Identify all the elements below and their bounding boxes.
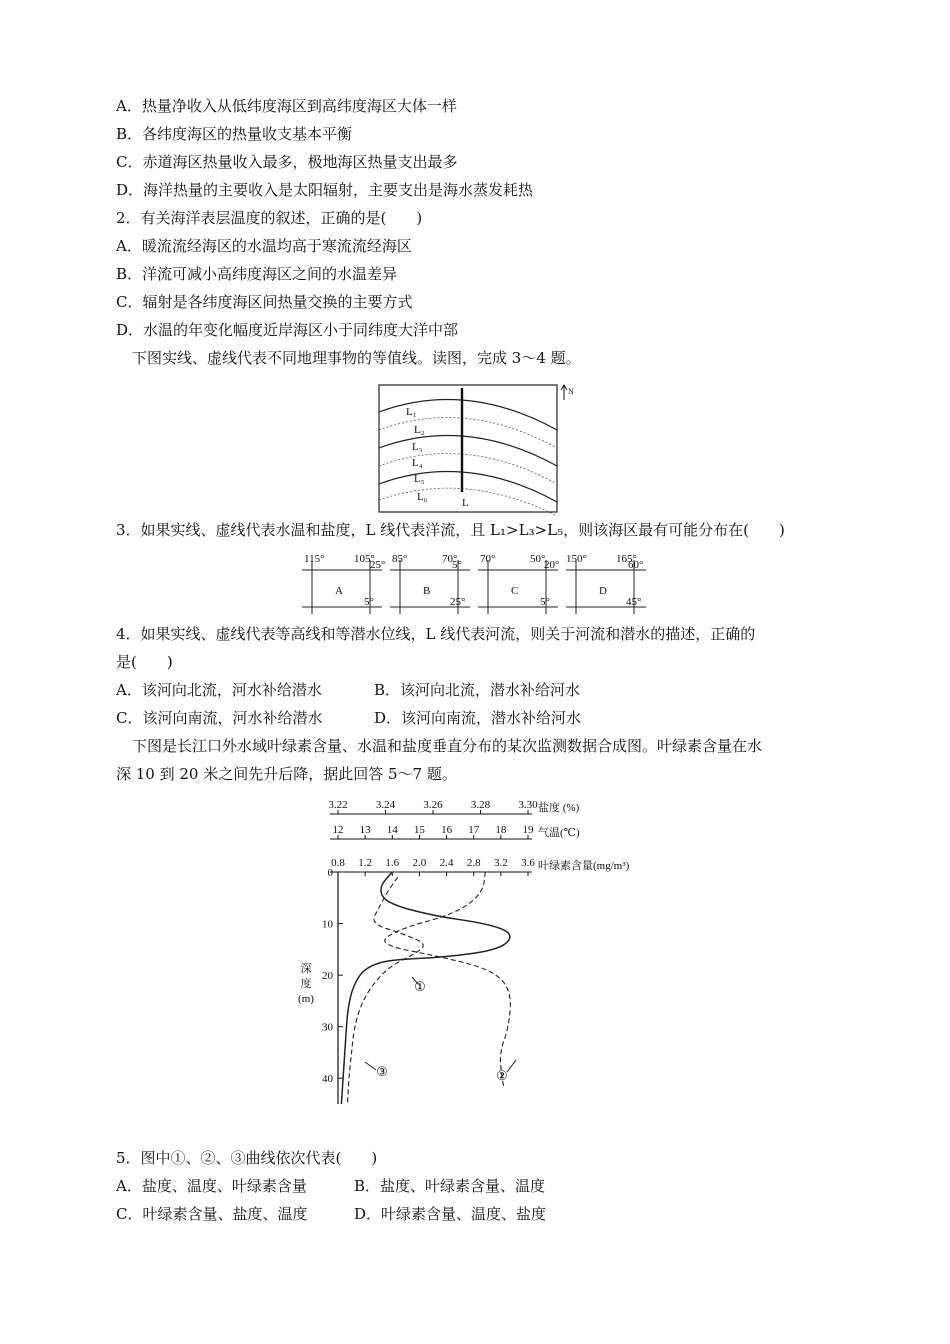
chlorophyll-tick-label: 2.0	[412, 857, 427, 869]
depth-axis-label: 度	[300, 978, 312, 990]
temperature-tick-label: 19	[522, 824, 534, 836]
box-d-top-lat: 60°	[628, 559, 644, 571]
q1-option-c: C．赤道海区热量收入最多，极地海区热量支出最多	[116, 153, 458, 171]
box-c-bottom-lat: 5°	[540, 596, 550, 608]
box-b-bottom-lat: 25°	[450, 596, 466, 608]
label-l6: L₆	[417, 491, 428, 503]
box-a-left-lon: 115°	[304, 553, 325, 565]
temperature-tick-label: 13	[359, 824, 371, 836]
callout-leader-3	[365, 1062, 376, 1070]
temperature-tick-label: 15	[413, 824, 425, 836]
q2-option-b: B．洋流可减小高纬度海区之间的水温差异	[116, 265, 398, 283]
box-c-left-lon: 70°	[480, 553, 496, 565]
box-c	[478, 553, 559, 614]
intro-5-7-cont: 深 10 到 20 米之间先升后降，据此回答 5～7 题。	[116, 765, 457, 783]
q5-option-d: D．叶绿素含量、温度、盐度	[354, 1205, 547, 1223]
box-c-top-lat: 20°	[544, 559, 560, 571]
temperature-tick-label: 17	[468, 824, 480, 836]
box-a-bottom-lat: 5°	[364, 596, 374, 608]
q4-stem: 4．如果实线、虚线代表等高线和等潜水位线，L 线代表河流，则关于河流和潜水的描述，正确的	[116, 625, 756, 643]
label-l5: L₅	[414, 473, 425, 485]
q3-stem: 3．如果实线、虚线代表水温和盐度，L 线代表洋流，且 L₁>L₃>L₅，则该海区最有可能分布在( )	[116, 521, 785, 539]
q4-option-d: D．该河向南流，潜水补给河水	[374, 709, 582, 727]
depth-tick-label: 0	[327, 867, 333, 879]
chlorophyll-axis-label: 叶绿素含量(mg/m³)	[538, 860, 630, 872]
depth-tick-label: 30	[322, 1021, 333, 1034]
q5-option-c: C．叶绿素含量、盐度、温度	[116, 1205, 308, 1223]
temperature-tick-label: 14	[386, 824, 398, 836]
salinity-tick-label: 3.26	[423, 799, 443, 811]
callout-leader-2	[507, 1060, 516, 1072]
salinity-tick-label: 3.22	[328, 799, 348, 811]
box-d-label: D	[599, 585, 607, 597]
intro-5-7: 下图是长江口外水域叶绿素含量、水温和盐度垂直分布的某次监测数据合成图。叶绿素含量在水	[132, 737, 763, 755]
callout-label-2: ②	[496, 1068, 508, 1083]
q4-stem-cont: 是( )	[116, 653, 173, 671]
chlorophyll-tick-label: 2.4	[439, 857, 454, 869]
vertical-profile-chart	[292, 794, 672, 1114]
latlon-options-figure	[302, 552, 650, 616]
box-d	[566, 553, 646, 614]
q2-stem: 2．有关海洋表层温度的叙述，正确的是( )	[116, 209, 423, 227]
salinity-tick-label: 3.30	[518, 799, 538, 811]
q1-option-a: A．热量净收入从低纬度海区到高纬度海区大体一样	[116, 97, 457, 115]
label-l4: L₄	[412, 457, 423, 469]
isoline-solid-2	[379, 436, 557, 466]
isoline-dashed-1	[379, 418, 557, 448]
q4-option-a: A．该河向北流，河水补给潜水	[116, 681, 322, 699]
box-c-right-lon: 50°	[530, 553, 546, 565]
q2-option-d: D．水温的年变化幅度近岸海区小于同纬度大洋中部	[116, 321, 459, 339]
river-label: L	[462, 497, 469, 509]
salinity-axis-label: 盐度 (%)	[538, 802, 580, 814]
depth-tick-label: 40	[322, 1073, 333, 1086]
box-d-bottom-lat: 45°	[626, 596, 642, 608]
label-l3: L₃	[412, 441, 423, 453]
q5-stem: 5．图中①、②、③曲线依次代表( )	[116, 1149, 378, 1167]
isoline-dashed-2	[379, 454, 557, 484]
depth-axis-label: (m)	[298, 993, 314, 1005]
depth-tick-label: 20	[322, 970, 333, 983]
temperature-tick-label: 18	[495, 824, 507, 836]
north-arrow-icon	[561, 385, 567, 400]
box-b-left-lon: 85°	[392, 553, 408, 565]
box-d-left-lon: 150°	[566, 553, 587, 565]
box-b-top-lat: 5°	[452, 559, 462, 571]
box-a	[302, 553, 385, 614]
chlorophyll-tick-label: 3.2	[493, 857, 508, 869]
box-c-label: C	[511, 585, 519, 597]
callout-label-1: ①	[414, 979, 426, 994]
box-d-right-lon: 165°	[616, 553, 637, 565]
box-b-label: B	[423, 585, 431, 597]
q1-option-d: D．海洋热量的主要收入是太阳辐射，主要支出是海水蒸发耗热	[116, 181, 534, 199]
q2-option-c: C．辐射是各纬度海区间热量交换的主要方式	[116, 293, 413, 311]
q1-option-b: B．各纬度海区的热量收支基本平衡	[116, 125, 353, 143]
series-line-2	[385, 872, 511, 1089]
intro-3-4: 下图实线、虚线代表不同地理事物的等值线。读图，完成 3～4 题。	[132, 349, 581, 367]
q2-option-a: A．暖流流经海区的水温均高于寒流流经海区	[116, 237, 412, 255]
north-label: N	[568, 387, 574, 396]
depth-axis-label: 深	[300, 963, 312, 975]
box-a-label: A	[335, 585, 343, 597]
temperature-axis-label: 气温(℃)	[538, 827, 580, 839]
chlorophyll-tick-label: 0.8	[331, 857, 345, 869]
q5-option-b: B．盐度、叶绿素含量、温度	[354, 1177, 546, 1195]
salinity-tick-label: 3.28	[470, 799, 491, 811]
q4-option-c: C．该河向南流，河水补给潜水	[116, 709, 323, 727]
chlorophyll-tick-label: 3.6	[521, 857, 535, 869]
chlorophyll-tick-label: 1.6	[385, 857, 400, 869]
temperature-tick-label: 12	[332, 824, 344, 836]
box-a-top-lat: 25°	[370, 559, 386, 571]
temperature-tick-label: 16	[441, 824, 453, 836]
depth-tick-label: 10	[322, 918, 333, 931]
q4-option-b: B．该河向北流，潜水补给河水	[374, 681, 581, 699]
label-l1: L₁	[406, 406, 417, 418]
chlorophyll-tick-label: 1.2	[358, 857, 373, 869]
salinity-tick-label: 3.24	[375, 799, 396, 811]
box-a-right-lon: 105°	[354, 553, 375, 565]
isoline-figure	[376, 382, 576, 516]
callout-label-3: ③	[376, 1064, 388, 1079]
box-b	[390, 553, 470, 614]
label-l2: L₂	[414, 424, 425, 436]
box-b-right-lon: 70°	[442, 553, 458, 565]
chlorophyll-tick-label: 2.8	[466, 857, 481, 869]
q5-option-a: A．盐度、温度、叶绿素含量	[116, 1177, 307, 1195]
